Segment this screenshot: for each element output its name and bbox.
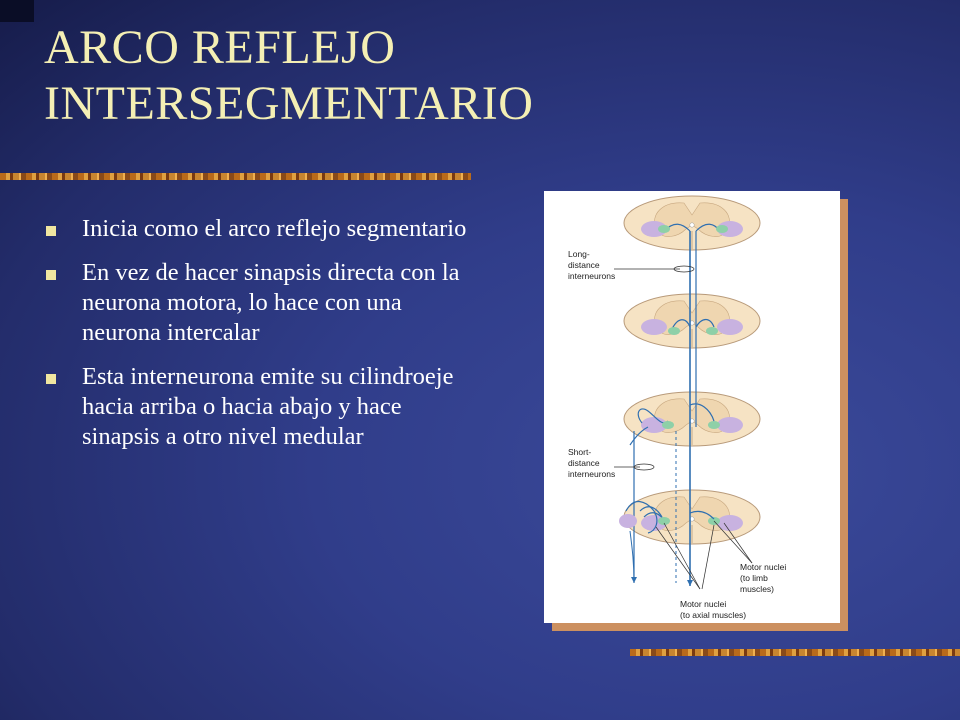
square-bullet-icon: [46, 270, 56, 280]
title-line-2: INTERSEGMENTARIO: [44, 77, 534, 130]
bottom-divider: [630, 649, 960, 656]
title-divider: [0, 173, 471, 180]
bullet-text: Inicia como el arco reflejo segmentario: [82, 215, 467, 242]
label-motor-limb-2: (to limb: [740, 573, 768, 583]
label-motor-axial-2: (to axial muscles): [680, 610, 747, 620]
bullet-item: [40, 214, 480, 244]
slide-title: [44, 20, 533, 132]
spinal-cord-diagram: [544, 191, 840, 623]
label-long-distance-3: interneurons: [568, 271, 616, 281]
label-long-distance-1: Long-: [568, 249, 590, 259]
label-motor-limb-1: Motor nuclei: [740, 562, 787, 572]
bullet-item: [40, 362, 480, 452]
label-motor-limb-3: muscles): [740, 584, 775, 594]
spinal-cord-figure: [544, 191, 840, 623]
label-long-distance-2: distance: [568, 260, 600, 270]
title-line-1: ARCO REFLEJO: [44, 21, 396, 74]
bullet-text: Esta interneurona emite su cilindroeje hacia arriba o hacia abajo y hace sinapsis a otro nivel medular: [82, 363, 454, 450]
square-bullet-icon: [46, 374, 56, 384]
bullet-item: [40, 258, 480, 348]
label-short-distance-2: distance: [568, 458, 600, 468]
bullet-text: En vez de hacer sinapsis directa con la neurona motora, lo hace con una neurona intercalar: [82, 259, 460, 346]
label-motor-axial-1: Motor nuclei: [680, 599, 727, 609]
square-bullet-icon: [46, 226, 56, 236]
bullet-list: [40, 214, 480, 466]
label-short-distance-1: Short-: [568, 447, 592, 457]
label-short-distance-3: interneurons: [568, 469, 616, 479]
corner-block: [0, 0, 34, 22]
